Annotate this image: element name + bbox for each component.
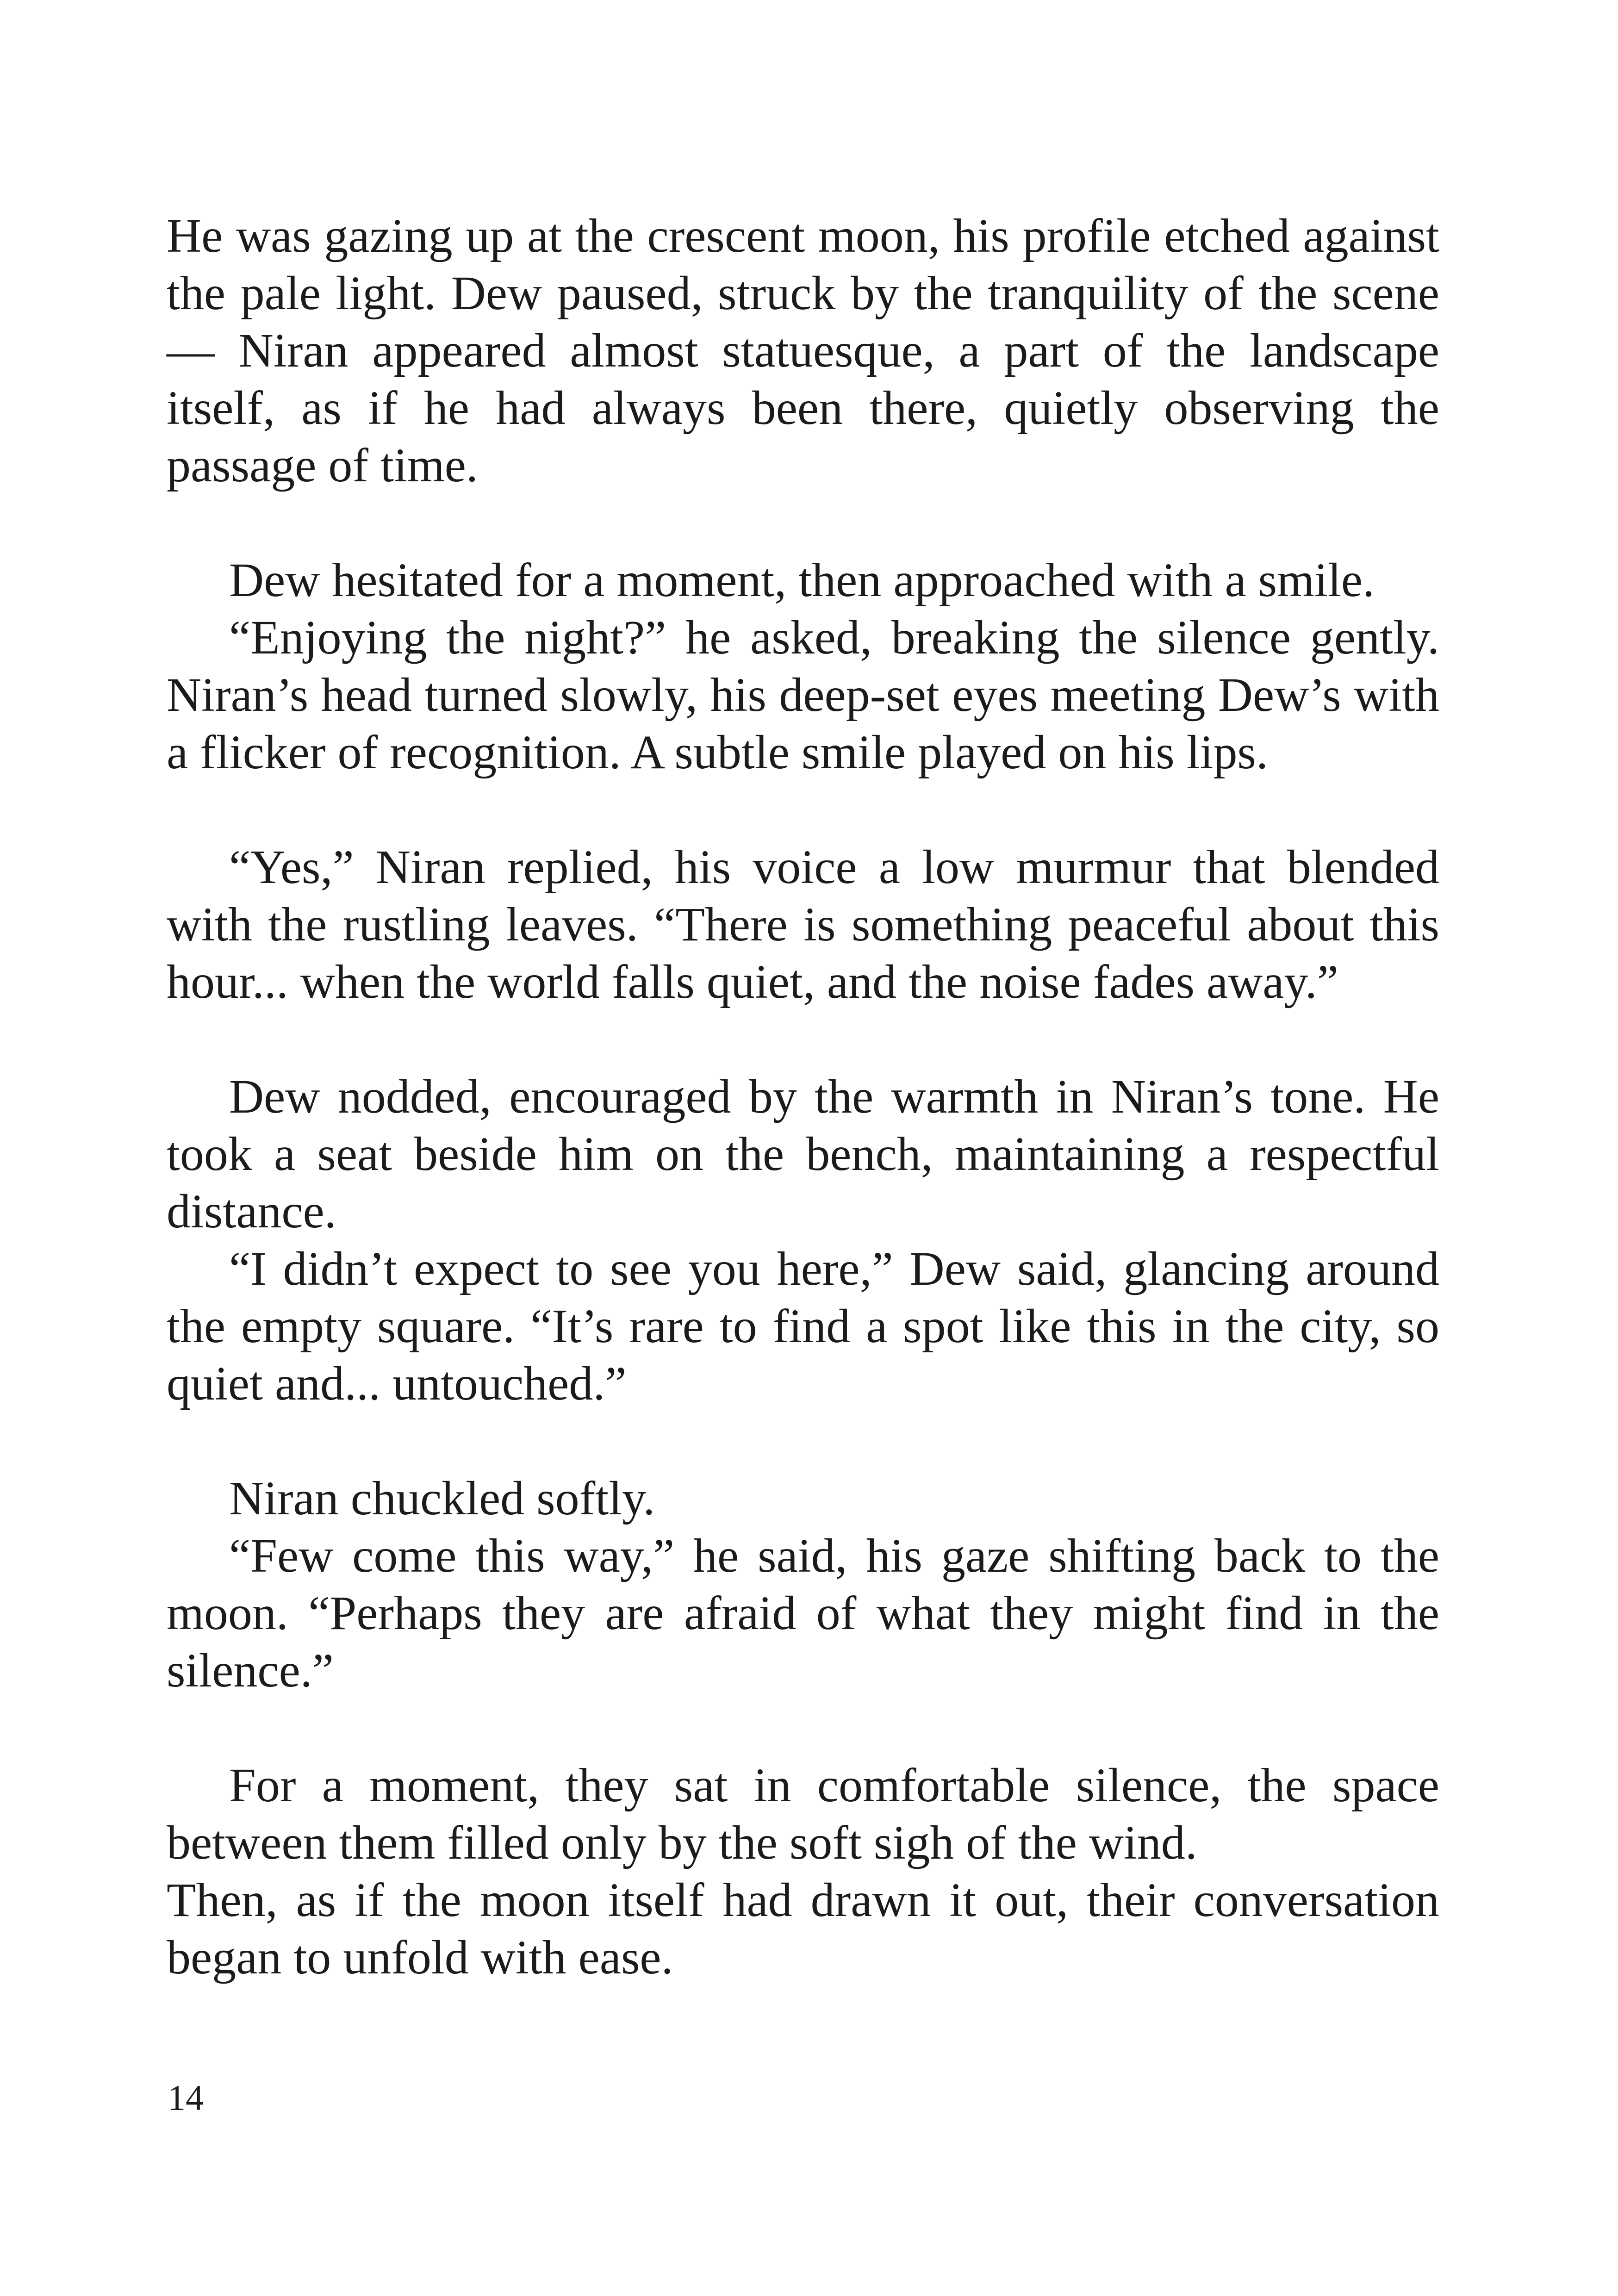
paragraph-comfortable-silence: For a moment, they sat in comfortable silence, the space between them filled only by the soft sigh of the wind. [167, 1759, 1439, 1869]
paragraph-dew-sits: Dew nodded, encouraged by the warmth in Niran’s tone. He took a seat beside him on the bench, maintaining a respectful distance. [167, 1070, 1439, 1238]
paragraph-enjoying-night: “Enjoying the night?” he asked, breaking the silence gently. Niran’s head turned slowly, his deep-set eyes meeting Dew’s with a flicker of recognition. A subtle smile played on his lips. [167, 611, 1439, 779]
paragraph-few-come: “Few come this way,” he said, his gaze shifting back to the moon. “Perhaps they are afraid of what they might find in the silence.” [167, 1529, 1439, 1697]
paragraph-conversation-unfolds: Then, as if the moon itself had drawn it out, their conversation began to unfold with ease. [167, 1873, 1439, 1984]
paragraph-niran-chuckles: Niran chuckled softly. [229, 1472, 655, 1525]
page-number: 14 [168, 2078, 204, 2118]
paragraph-dew-approaches: Dew hesitated for a moment, then approached with a smile. [229, 554, 1375, 607]
paragraph-didnt-expect: “I didn’t expect to see you here,” Dew said, glancing around the empty square. “It’s rare to find a spot like this in the city, so quiet and... untouched.” [167, 1242, 1439, 1410]
paragraph-niran-replies: “Yes,” Niran replied, his voice a low murmur that blended with the rustling leaves. “There is something peaceful about this hour... when the world falls quiet, and the noise fades away.” [167, 840, 1439, 1008]
body-text [167, 207, 1439, 1986]
paragraph-moon-gaze: He was gazing up at the crescent moon, his profile etched against the pale light. Dew paused, struck by the tranquility of the scene — Niran appeared almost statuesque, a part of the landscape itself, as if he had always been there, quietly observing the passage of time. [167, 209, 1439, 492]
